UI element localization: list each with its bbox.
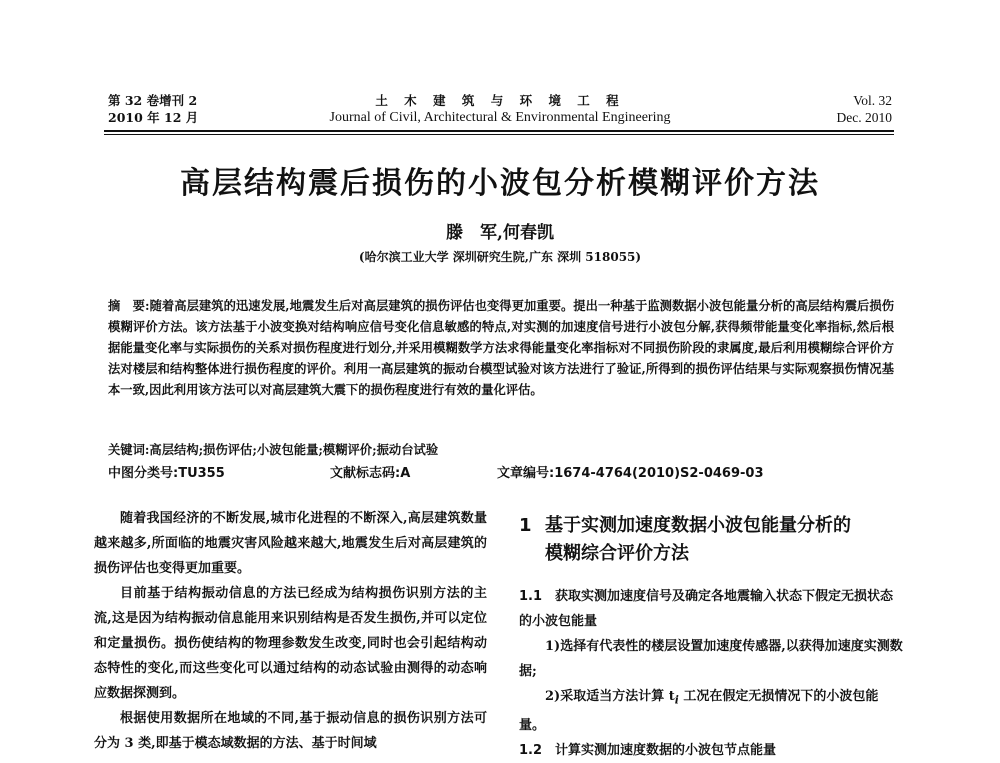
subsection-heading: 1.1 获取实测加速度信号及确定各地震输入状态下假定无损状态的小波包能量 [519, 589, 894, 629]
section-number: 1 [519, 515, 532, 536]
header-vol: Vol. 32 [853, 93, 892, 108]
authors: 滕 军,何春凯 [446, 223, 554, 243]
body-paragraph: 根据使用数据所在地域的不同,基于振动信息的损伤识别方法可分为 3 类,即基于模态域数据的方法、基于时间域 [94, 711, 487, 751]
step-2-text: 2)采取适当方法计算 t [545, 689, 675, 704]
journal-name-cn: 土 木 建 筑 与 环 境 工 程 [375, 93, 625, 108]
section-title-line1: 基于实测加速度数据小波包能量分析的 [545, 515, 851, 536]
subsection-heading: 1.2 计算实测加速度数据的小波包节点能量 [519, 742, 777, 758]
header-rule-thin [104, 134, 894, 135]
clc-number: 中图分类号:TU355 [108, 466, 225, 481]
abstract: 摘 要:随着高层建筑的迅速发展,地震发生后对高层建筑的损伤评估也变得更加重要。提出一种基于监测数据小波包能量分析的高层结构震后损伤模糊评价方法。该方法基于小波变换对结构响应信号变化信息敏感的特点,对实测的加速度信号进行小波包分解,获得频带能量变化率指标,然后根据能量变化率与实际损伤的关系对损伤程度进行划分,并采用模糊数学方法求得能量变化率指标对不同损伤阶段的隶属度,最后利用模糊综合评价方法对楼层和结构整体进行损伤程度的评价。利用一高层建筑的振动台模型试验对该方法进行了验证,所得到的损伤评估结果与实际观察损伤情况基本一致,因此利用该方法可以对高层建筑大震下的损伤程度进行有效的量化评估。 [108, 298, 894, 397]
step-2-rest: 工况在假定无损情况下的小波包能量。 [519, 689, 879, 733]
body-paragraph: 目前基于结构振动信息的方法已经成为结构损伤识别方法的主流,这是因为结构振动信息能用来识别结构是否发生损伤,并可以定位和定量损伤。损伤使结构的物理参数发生改变,同时也会引起结构动态特性的变化,而这些变化可以通过结构的动态试验由测得的动态响应数据探测到。 [94, 586, 487, 701]
paper-title: 高层结构震后损伤的小波包分析模糊评价方法 [180, 166, 820, 201]
section-heading [519, 512, 903, 568]
right-column [519, 512, 903, 763]
body-paragraph: 随着我国经济的不断发展,城市化进程的不断深入,高层建筑数量越来越多,所面临的地震灾害风险越来越大,地震发生后对高层建筑的损伤评估也变得更加重要。 [94, 511, 487, 576]
journal-name-en: Journal of Civil, Architectural & Environmental Engineering [329, 110, 671, 125]
document-code: 文献标志码:A [330, 466, 411, 481]
header-volume: 第 32 卷增刊 2 [108, 93, 198, 108]
affiliation: (哈尔滨工业大学 深圳研究生院,广东 深圳 518055) [358, 250, 642, 264]
classification-line [108, 462, 764, 481]
header-volume-en [837, 92, 892, 126]
step-2-subscript: i [674, 693, 679, 707]
left-column [94, 506, 487, 756]
header-date: 2010 年 12 月 [108, 110, 199, 125]
article-number: 文章编号:1674-4764(2010)S2-0469-03 [497, 466, 764, 481]
header-dec: Dec. 2010 [836, 110, 892, 125]
keywords: 关键词:高层结构;损伤评估;小波包能量;模糊评价;振动台试验 [108, 442, 439, 457]
step-2 [519, 684, 903, 738]
header-rule-thick [104, 130, 894, 132]
section-title-line2: 模糊综合评价方法 [545, 543, 689, 564]
step-1: 1)选择有代表性的楼层设置加速度传感器,以获得加速度实测数据; [519, 639, 903, 679]
